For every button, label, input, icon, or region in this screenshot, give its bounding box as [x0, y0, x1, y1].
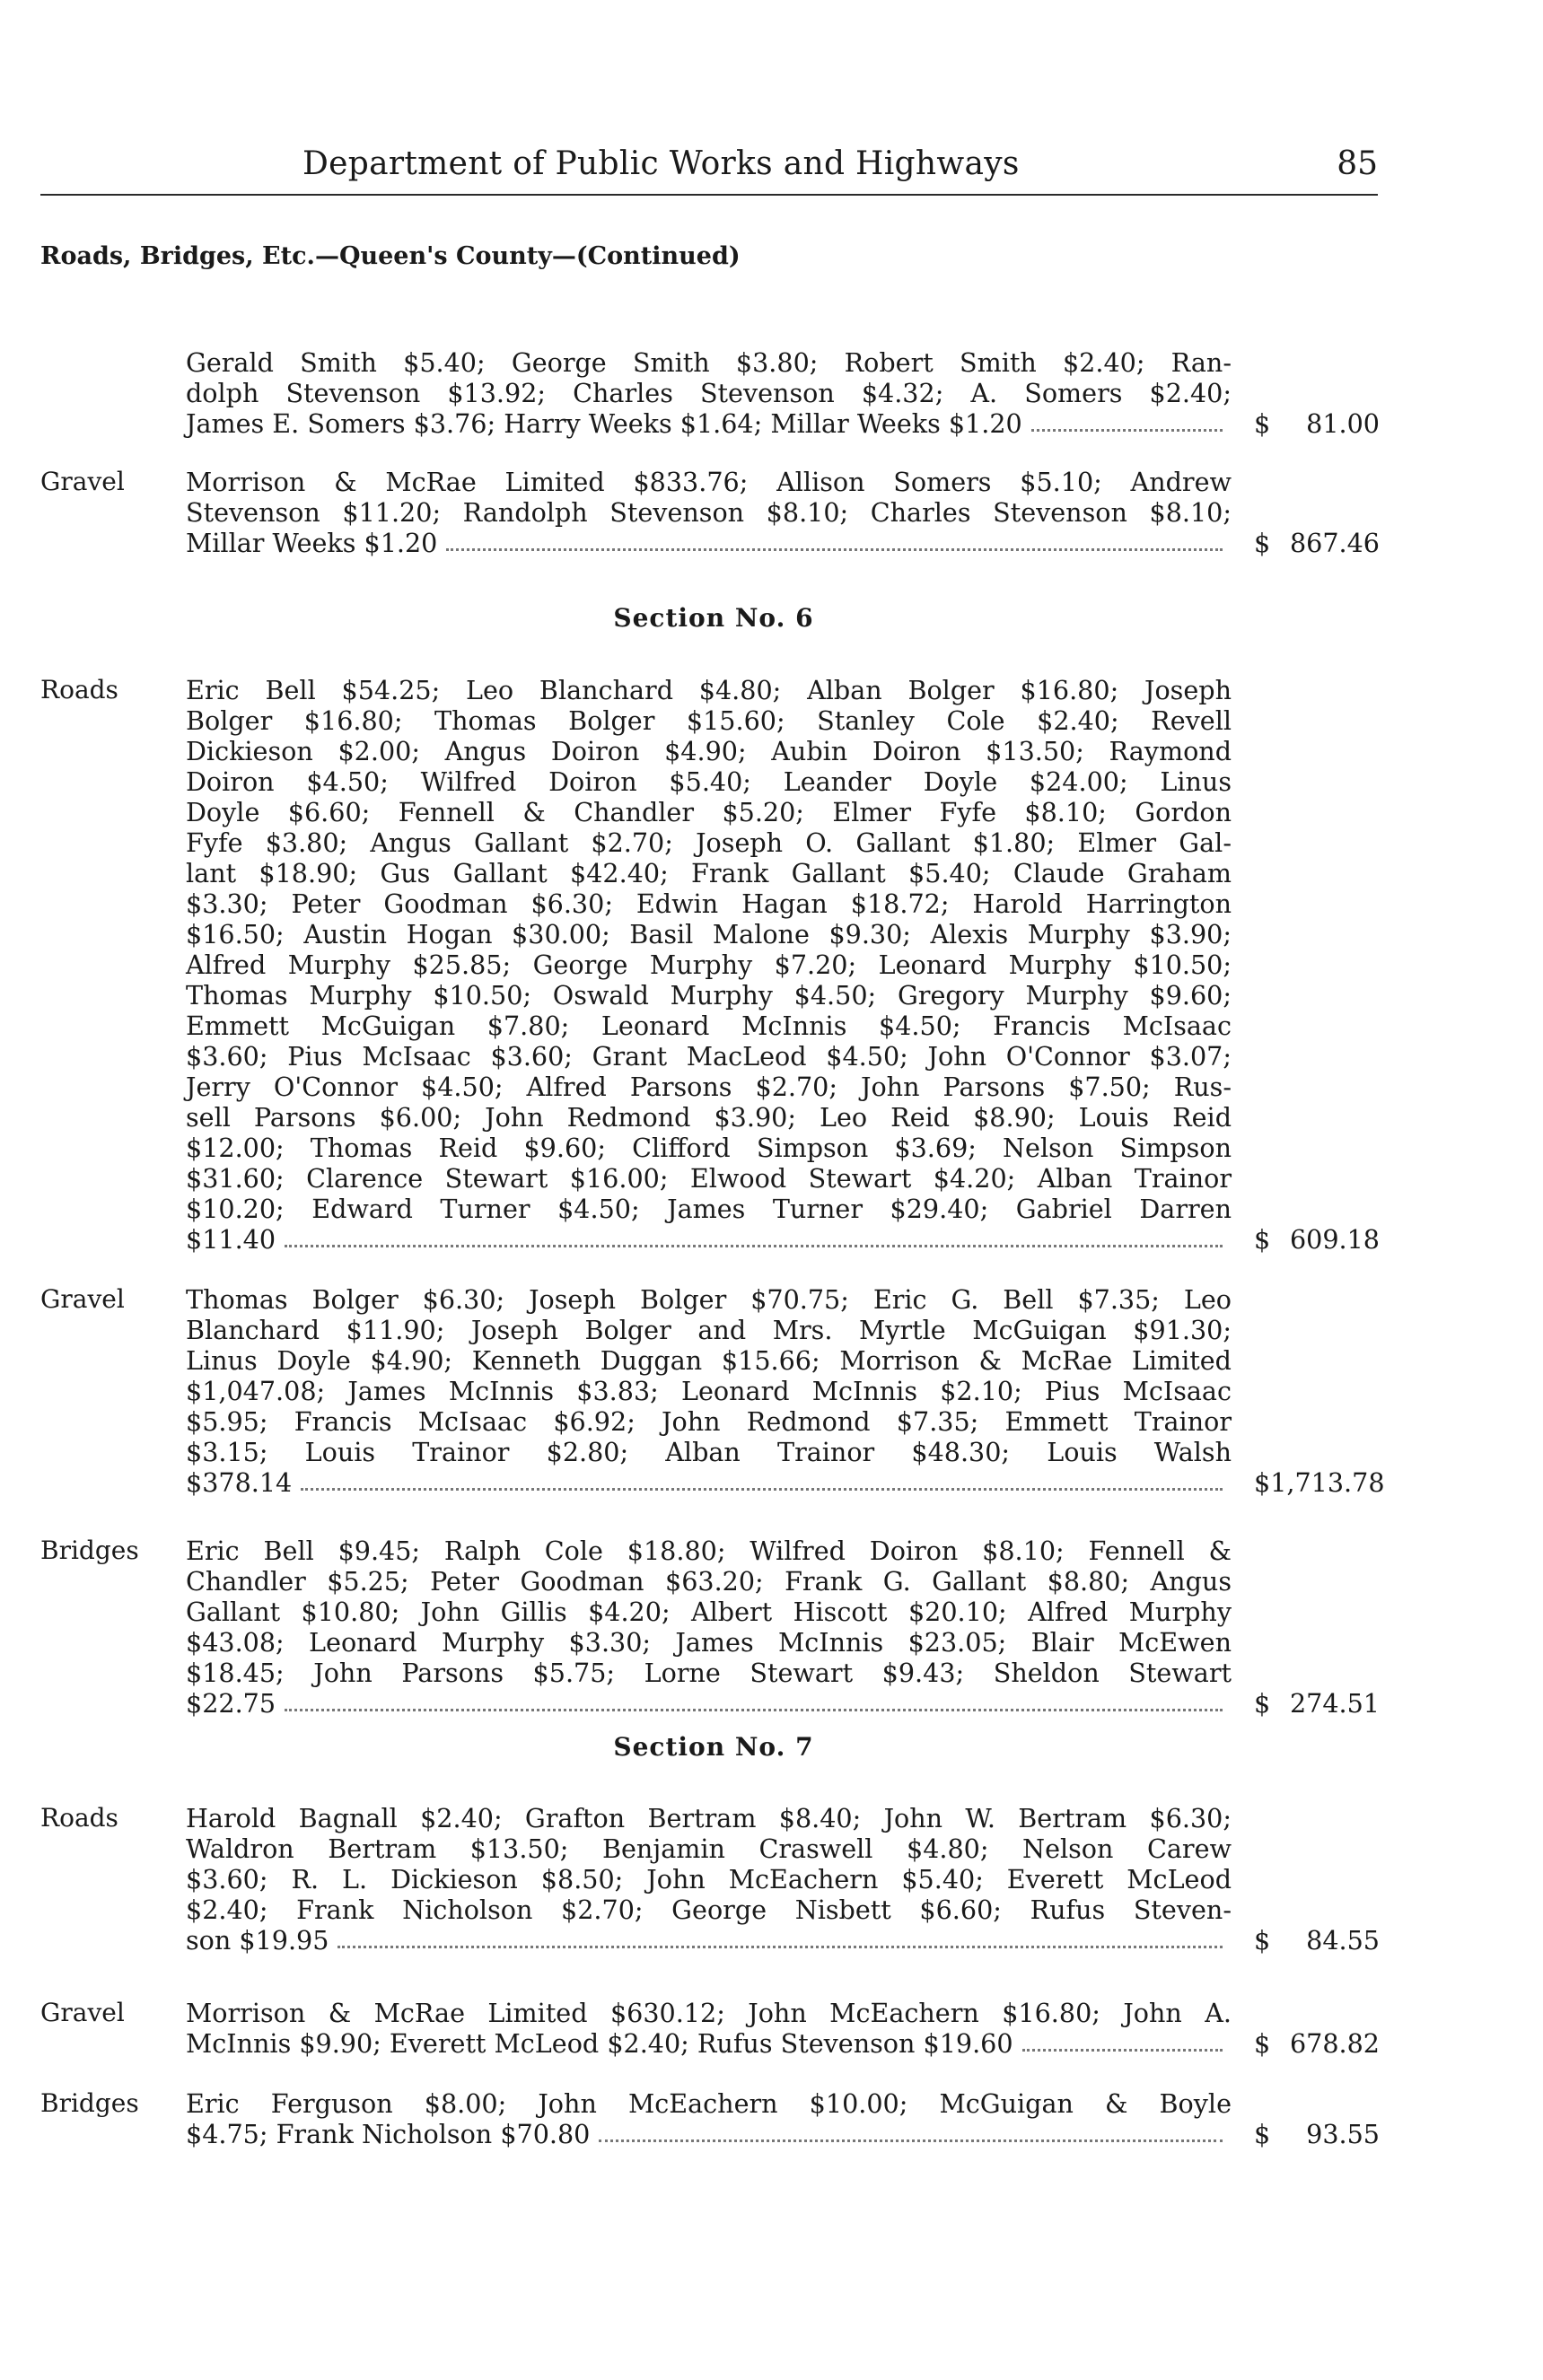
- entry-payees: [186, 467, 1232, 558]
- payee-line: [186, 2119, 1232, 2149]
- dot-leader: [285, 1688, 1223, 1711]
- payee-line: [186, 1011, 1232, 1041]
- total-amount: 81.00: [1306, 408, 1380, 439]
- payee-line-text: Doyle $6.60; Fennell & Chandler $5.20; Elmer Fyfe $8.10; Gordon: [186, 797, 1232, 827]
- entry-total: [1254, 408, 1380, 439]
- payee-line-text: Harold Bagnall $2.40; Grafton Bertram $8.40; John W. Bertram $6.30;: [186, 1803, 1232, 1833]
- entry-payees: [186, 675, 1232, 1255]
- payee-line: [186, 888, 1232, 919]
- payee-line-text: lant $18.90; Gus Gallant $42.40; Frank Gallant $5.40; Claude Graham: [186, 858, 1232, 888]
- payee-line-text: $4.75; Frank Nicholson $70.80: [186, 2119, 591, 2149]
- payee-line-text: $1,047.08; James McInnis $3.83; Leonard McInnis $2.10; Pius McIsaac: [186, 1376, 1232, 1406]
- payee-line-text: James E. Somers $3.76; Harry Weeks $1.64; Millar Weeks $1.20: [186, 408, 1022, 439]
- payee-line: [186, 1345, 1232, 1376]
- entry-total: [1254, 1688, 1380, 1719]
- payee-line: [186, 766, 1232, 797]
- payee-line-text: $10.20; Edward Turner $4.50; James Turner $29.40; Gabriel Darren: [186, 1194, 1232, 1224]
- payee-line: [186, 1536, 1232, 1566]
- running-title: Department of Public Works and Highways: [302, 145, 1020, 182]
- payee-line-text: Gallant $10.80; John Gillis $4.20; Albert Hiscott $20.10; Alfred Murphy: [186, 1597, 1232, 1627]
- currency-sign: $: [1254, 2119, 1271, 2149]
- payee-line: [186, 1133, 1232, 1163]
- payee-line: [186, 408, 1232, 439]
- payee-line-text: Morrison & McRae Limited $833.76; Allison Somers $5.10; Andrew: [186, 467, 1232, 497]
- payee-line: [186, 1803, 1232, 1833]
- total-amount: 867.46: [1289, 528, 1380, 558]
- payee-line: [186, 528, 1232, 558]
- entry-payees: [186, 1998, 1232, 2059]
- dot-leader: [1031, 408, 1223, 432]
- entry-total: [1254, 2119, 1380, 2149]
- payee-line: [186, 1658, 1232, 1688]
- entry-category: Gravel: [40, 467, 125, 496]
- payee-line: [186, 797, 1232, 827]
- entry-payees: [186, 1284, 1232, 1498]
- payee-line-text: Millar Weeks $1.20: [186, 528, 438, 558]
- payee-line-text: $3.60; Pius McIsaac $3.60; Grant MacLeod $4.50; John O'Connor $3.07;: [186, 1041, 1232, 1072]
- payee-line-text: Alfred Murphy $25.85; George Murphy $7.20; Leonard Murphy $10.50;: [186, 949, 1232, 980]
- payee-line: [186, 1437, 1232, 1467]
- payee-line: [186, 1864, 1232, 1894]
- dot-leader: [301, 1467, 1223, 1491]
- payee-line-text: $11.40: [186, 1224, 276, 1255]
- payee-line: [186, 675, 1232, 705]
- total-amount: 84.55: [1306, 1925, 1380, 1956]
- payee-line-text: Dickieson $2.00; Angus Doiron $4.90; Aubin Doiron $13.50; Raymond: [186, 736, 1232, 766]
- currency-sign: $: [1254, 408, 1271, 439]
- payee-line-text: Doiron $4.50; Wilfred Doiron $5.40; Leander Doyle $24.00; Linus: [186, 766, 1232, 797]
- dot-leader: [599, 2119, 1223, 2142]
- payee-line-text: Thomas Bolger $6.30; Joseph Bolger $70.75; Eric G. Bell $7.35; Leo: [186, 1284, 1232, 1315]
- payee-line-text: Eric Ferguson $8.00; John McEachern $10.00; McGuigan & Boyle: [186, 2088, 1232, 2119]
- currency-sign: $: [1254, 2028, 1271, 2059]
- entry-category: Bridges: [40, 2088, 139, 2118]
- payee-line-text: Waldron Bertram $13.50; Benjamin Craswell $4.80; Nelson Carew: [186, 1833, 1232, 1864]
- entry-payees: [186, 1536, 1232, 1719]
- payee-line: [186, 980, 1232, 1011]
- payee-line: [186, 1102, 1232, 1133]
- payee-line: [186, 497, 1232, 528]
- payee-line-text: McInnis $9.90; Everett McLeod $2.40; Rufus Stevenson $19.60: [186, 2028, 1013, 2059]
- payee-line: [186, 1998, 1232, 2028]
- page-number: 85: [1337, 145, 1378, 182]
- entry-payees: [186, 2088, 1232, 2149]
- payee-line: [186, 1833, 1232, 1864]
- running-head: [40, 145, 1378, 196]
- payee-line-text: Fyfe $3.80; Angus Gallant $2.70; Joseph O. Gallant $1.80; Elmer Gal-: [186, 827, 1232, 858]
- dot-leader: [285, 1224, 1223, 1247]
- payee-line-text: Thomas Murphy $10.50; Oswald Murphy $4.50; Gregory Murphy $9.60;: [186, 980, 1232, 1011]
- dot-leader: [1022, 2028, 1223, 2052]
- payee-line: [186, 1284, 1232, 1315]
- payee-line-text: sell Parsons $6.00; John Redmond $3.90; Leo Reid $8.90; Louis Reid: [186, 1102, 1232, 1133]
- payee-line-text: $18.45; John Parsons $5.75; Lorne Stewart $9.43; Sheldon Stewart: [186, 1658, 1232, 1688]
- dot-leader: [338, 1925, 1223, 1948]
- entry-payees: [186, 347, 1232, 439]
- payee-line-text: Eric Bell $9.45; Ralph Cole $18.80; Wilfred Doiron $8.10; Fennell &: [186, 1536, 1232, 1566]
- payee-line: [186, 1163, 1232, 1194]
- total-amount: 274.51: [1289, 1688, 1380, 1719]
- payee-line: [186, 1925, 1232, 1956]
- payee-line: [186, 1597, 1232, 1627]
- payee-line-text: $3.60; R. L. Dickieson $8.50; John McEachern $5.40; Everett McLeod: [186, 1864, 1232, 1894]
- payee-line-text: Bolger $16.80; Thomas Bolger $15.60; Stanley Cole $2.40; Revell: [186, 705, 1232, 736]
- total-amount: 609.18: [1289, 1224, 1380, 1255]
- payee-line: [186, 949, 1232, 980]
- payee-line: [186, 1627, 1232, 1658]
- payee-line-text: Gerald Smith $5.40; George Smith $3.80; Robert Smith $2.40; Ran-: [186, 347, 1232, 378]
- payee-line: [186, 2028, 1232, 2059]
- payee-line-text: $3.30; Peter Goodman $6.30; Edwin Hagan $18.72; Harold Harrington: [186, 888, 1232, 919]
- payee-line-text: Jerry O'Connor $4.50; Alfred Parsons $2.70; John Parsons $7.50; Rus-: [186, 1072, 1232, 1102]
- payee-line: [186, 1376, 1232, 1406]
- total-amount: $1,713.78: [1254, 1467, 1385, 1498]
- payee-line: [186, 1688, 1232, 1719]
- payee-line-text: $43.08; Leonard Murphy $3.30; James McInnis $23.05; Blair McEwen: [186, 1627, 1232, 1658]
- payee-line: [186, 1041, 1232, 1072]
- payee-line-text: Blanchard $11.90; Joseph Bolger and Mrs. Myrtle McGuigan $91.30;: [186, 1315, 1232, 1345]
- payee-line: [186, 1072, 1232, 1102]
- entry-category: Roads: [40, 1803, 118, 1833]
- section-title: Section No. 6: [613, 603, 814, 633]
- payee-line-text: dolph Stevenson $13.92; Charles Stevenson $4.32; A. Somers $2.40;: [186, 378, 1232, 408]
- payee-line: [186, 1467, 1232, 1498]
- entry-total: [1254, 2028, 1380, 2059]
- payee-line: [186, 1406, 1232, 1437]
- entry-total: [1254, 528, 1380, 558]
- section-title: Section No. 7: [613, 1732, 814, 1762]
- entry-total: [1254, 1467, 1385, 1498]
- payee-line-text: $378.14: [186, 1467, 293, 1498]
- payee-line-text: Emmett McGuigan $7.80; Leonard McInnis $4.50; Francis McIsaac: [186, 1011, 1232, 1041]
- payee-line-text: $22.75: [186, 1688, 276, 1719]
- dot-leader: [446, 528, 1223, 551]
- entry-category: Gravel: [40, 1284, 125, 1314]
- payee-line: [186, 378, 1232, 408]
- payee-line: [186, 1194, 1232, 1224]
- payee-line-text: Chandler $5.25; Peter Goodman $63.20; Frank G. Gallant $8.80; Angus: [186, 1566, 1232, 1597]
- payee-line: [186, 467, 1232, 497]
- total-amount: 678.82: [1289, 2028, 1380, 2059]
- payee-line-text: Stevenson $11.20; Randolph Stevenson $8.10; Charles Stevenson $8.10;: [186, 497, 1232, 528]
- payee-line-text: $31.60; Clarence Stewart $16.00; Elwood Stewart $4.20; Alban Trainor: [186, 1163, 1232, 1194]
- payee-line-text: Morrison & McRae Limited $630.12; John McEachern $16.80; John A.: [186, 1998, 1232, 2028]
- currency-sign: $: [1254, 1224, 1271, 1255]
- payee-line: [186, 1315, 1232, 1345]
- payee-line: [186, 1566, 1232, 1597]
- payee-line: [186, 705, 1232, 736]
- payee-line-text: son $19.95: [186, 1925, 329, 1956]
- entry-category: Bridges: [40, 1536, 139, 1565]
- subheading: Roads, Bridges, Etc.—Queen's County—(Continued): [40, 242, 741, 270]
- payee-line-text: $16.50; Austin Hogan $30.00; Basil Malone $9.30; Alexis Murphy $3.90;: [186, 919, 1232, 949]
- payee-line: [186, 1224, 1232, 1255]
- payee-line-text: $2.40; Frank Nicholson $2.70; George Nisbett $6.60; Rufus Steven-: [186, 1894, 1232, 1925]
- entry-category: Gravel: [40, 1998, 125, 2027]
- entry-total: [1254, 1925, 1380, 1956]
- payee-line-text: $5.95; Francis McIsaac $6.92; John Redmond $7.35; Emmett Trainor: [186, 1406, 1232, 1437]
- payee-line: [186, 827, 1232, 858]
- entry-category: Roads: [40, 675, 118, 704]
- payee-line: [186, 736, 1232, 766]
- payee-line-text: $12.00; Thomas Reid $9.60; Clifford Simpson $3.69; Nelson Simpson: [186, 1133, 1232, 1163]
- payee-line-text: $3.15; Louis Trainor $2.80; Alban Trainor $48.30; Louis Walsh: [186, 1437, 1232, 1467]
- currency-sign: $: [1254, 528, 1271, 558]
- currency-sign: $: [1254, 1925, 1271, 1956]
- payee-line: [186, 1894, 1232, 1925]
- payee-line-text: Eric Bell $54.25; Leo Blanchard $4.80; Alban Bolger $16.80; Joseph: [186, 675, 1232, 705]
- total-amount: 93.55: [1306, 2119, 1380, 2149]
- payee-line: [186, 347, 1232, 378]
- payee-line-text: Linus Doyle $4.90; Kenneth Duggan $15.66; Morrison & McRae Limited: [186, 1345, 1232, 1376]
- entry-total: [1254, 1224, 1380, 1255]
- payee-line: [186, 858, 1232, 888]
- payee-line: [186, 2088, 1232, 2119]
- entry-payees: [186, 1803, 1232, 1956]
- payee-line: [186, 919, 1232, 949]
- currency-sign: $: [1254, 1688, 1271, 1719]
